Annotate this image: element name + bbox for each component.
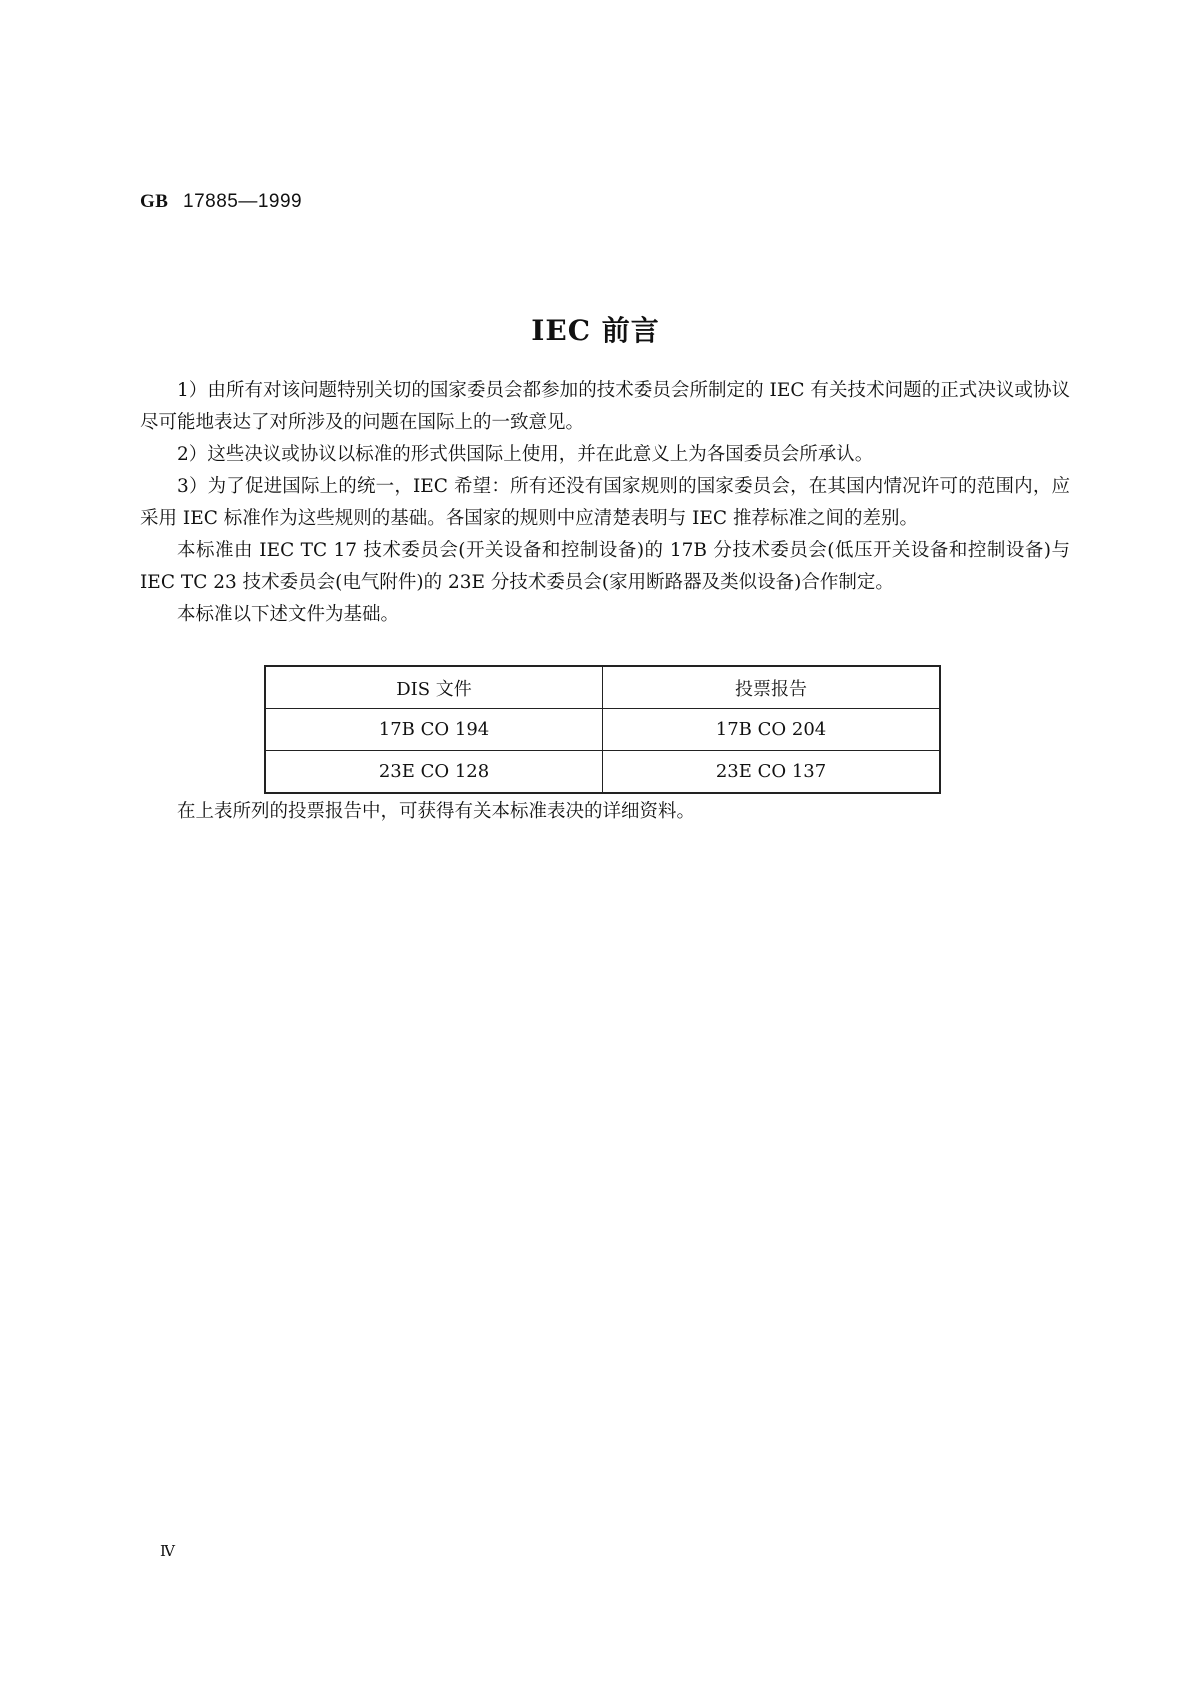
table-cell: 23E CO 128 [265, 751, 603, 794]
table-row [265, 751, 940, 794]
header-vote-report: 投票报告 [603, 666, 941, 709]
standard-prefix: GB [140, 191, 169, 212]
table-cell: 17B CO 204 [603, 709, 941, 751]
table-cell: 23E CO 137 [603, 751, 941, 794]
page-number: Ⅳ [160, 1542, 175, 1560]
table-row [265, 709, 940, 751]
paragraph-1: 1）由所有对该问题特别关切的国家委员会都参加的技术委员会所制定的 IEC 有关技术问题的正式决议或协议尽可能地表达了对所涉及的问题在国际上的一致意见。 [140, 380, 1070, 433]
header-dis: DIS 文件 [265, 666, 603, 709]
body-text [140, 375, 1070, 631]
table-cell: 17B CO 194 [265, 709, 603, 751]
standard-number: 17885—1999 [183, 191, 303, 212]
paragraph-5: 本标准以下述文件为基础。 [177, 604, 400, 625]
page-title: IEC 前言 [531, 314, 660, 347]
document-header [140, 190, 302, 213]
documents-table [264, 665, 941, 794]
table-header-row [265, 666, 940, 709]
paragraph-4: 本标准由 IEC TC 17 技术委员会(开关设备和控制设备)的 17B 分技术委员会(低压开关设备和控制设备)与 IEC TC 23 技术委员会(电气附件)的 23E 分技术委员会(家用断路器及类似设备)合作制定。 [140, 540, 1070, 593]
after-table-text: 在上表所列的投票报告中，可获得有关本标准表决的详细资料。 [177, 801, 696, 822]
paragraph-2: 2）这些决议或协议以标准的形式供国际上使用，并在此意义上为各国委员会所承认。 [177, 444, 874, 465]
paragraph-3: 3）为了促进国际上的统一，IEC 希望：所有还没有国家规则的国家委员会，在其国内情况许可的范围内，应采用 IEC 标准作为这些规则的基础。各国家的规则中应清楚表明与 IEC 推荐标准之间的差别。 [140, 476, 1070, 529]
